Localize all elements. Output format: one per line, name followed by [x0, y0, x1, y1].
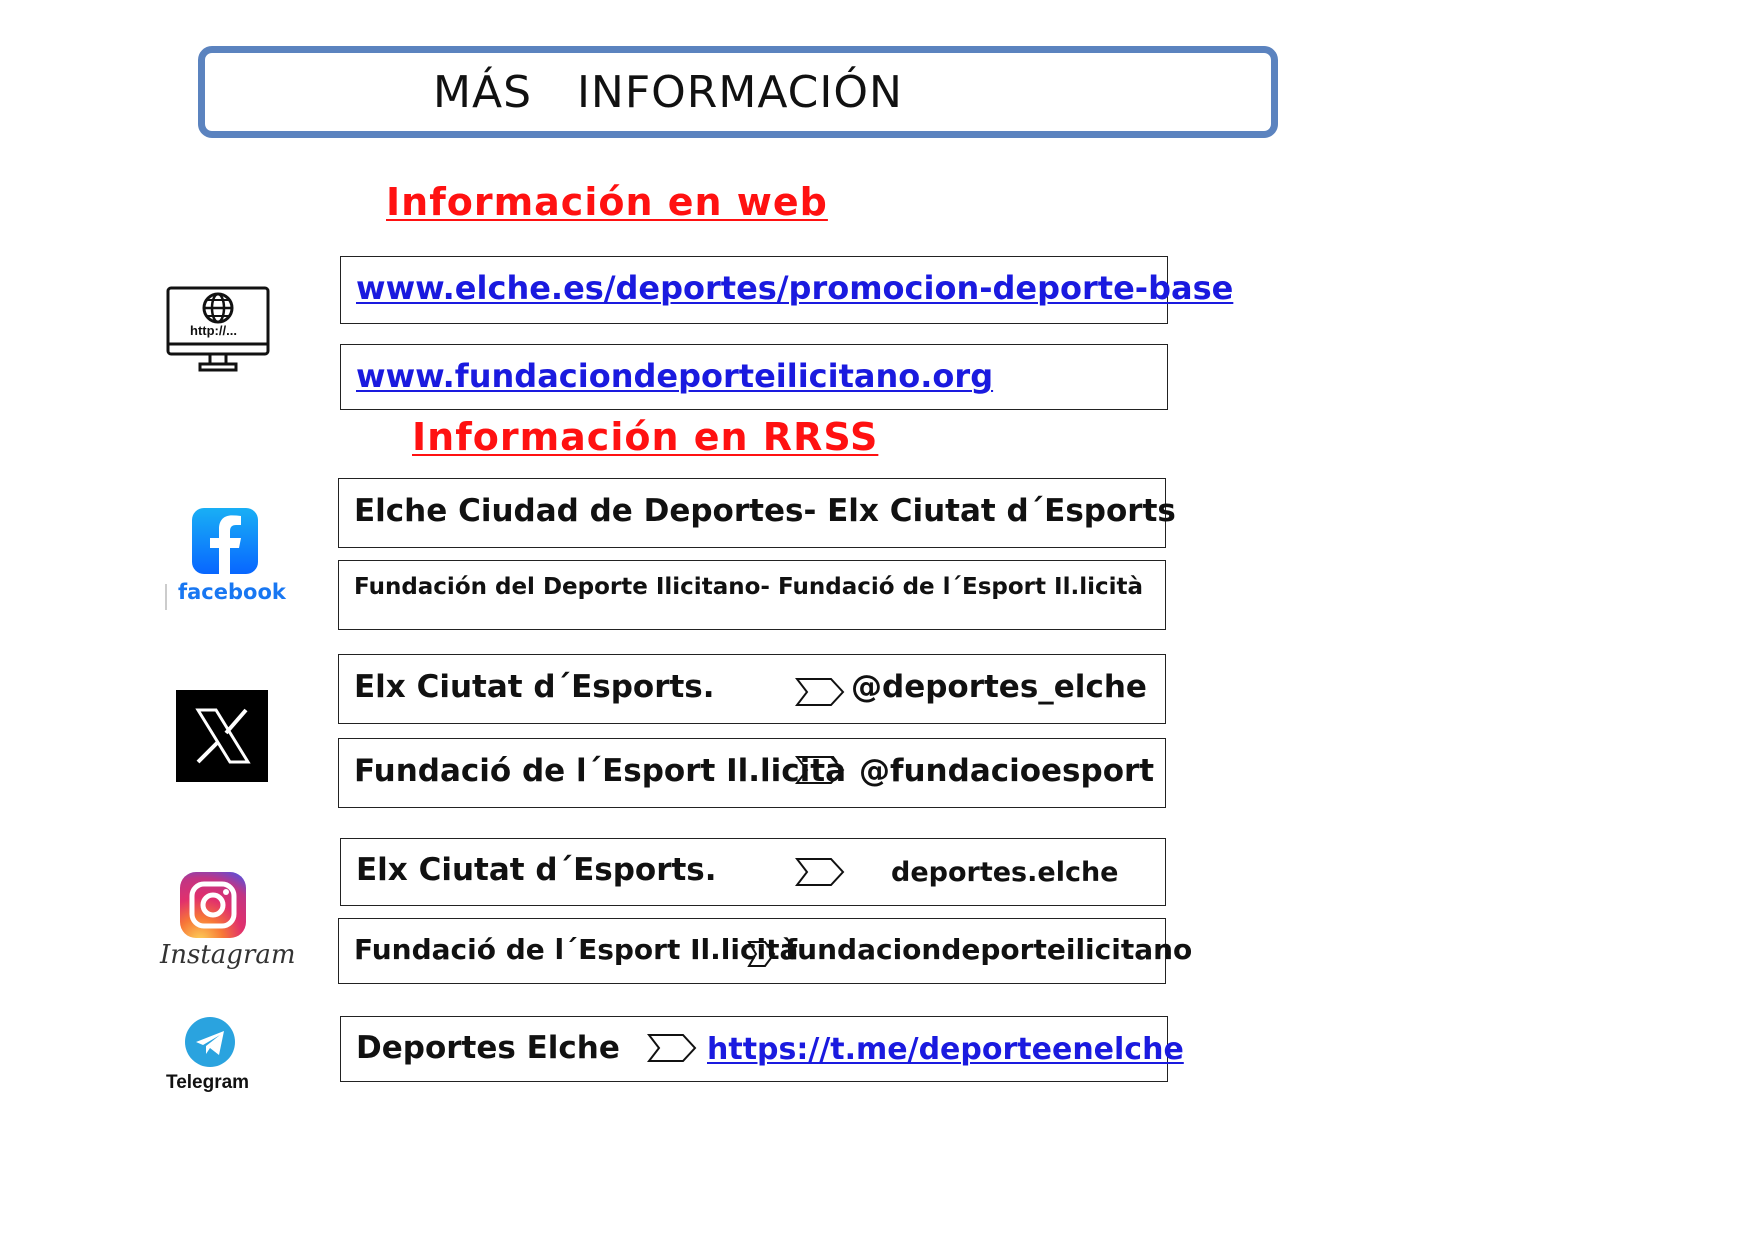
- instagram-box-1: [340, 838, 1166, 906]
- chevron-arrow-icon: [795, 755, 845, 785]
- x-box-2: [338, 738, 1166, 808]
- facebook-page-1[interactable]: Elche Ciudad de Deportes- Elx Ciutat d´Esports: [354, 493, 1176, 529]
- web-icon-text: http://...: [190, 323, 237, 338]
- facebook-icon: [164, 506, 286, 610]
- telegram-name: Deportes Elche: [356, 1030, 620, 1066]
- instagram-name-2: Fundació de l´Esport Il.licità: [354, 933, 799, 966]
- header-box: [198, 46, 1278, 138]
- facebook-page-box-1: [338, 478, 1176, 548]
- facebook-label: facebook: [178, 580, 286, 604]
- x-logo-icon: [176, 690, 268, 782]
- chevron-arrow-icon: [747, 939, 777, 969]
- telegram-box: [340, 1016, 1184, 1082]
- x-name-2: Fundació de l´Esport Il.licità: [354, 753, 847, 789]
- page-title: MÁS INFORMACIÓN: [433, 67, 903, 118]
- facebook-page-box-2: [338, 560, 1166, 630]
- web-link-fundacion[interactable]: www.fundaciondeporteilicitano.org: [356, 357, 994, 395]
- instagram-box-2: [338, 918, 1193, 984]
- x-box-1: [338, 654, 1166, 724]
- instagram-name-1: Elx Ciutat d´Esports.: [356, 852, 717, 888]
- chevron-arrow-icon: [795, 677, 845, 707]
- telegram-link[interactable]: https://t.me/deporteenelche: [707, 1032, 1184, 1067]
- web-link-elche[interactable]: www.elche.es/deportes/promocion-deporte-base: [356, 269, 1234, 307]
- chevron-arrow-icon: [647, 1033, 697, 1063]
- instagram-handle-2[interactable]: fundaciondeporteilicitano: [785, 933, 1193, 966]
- web-link-box-1: [340, 256, 1234, 324]
- instagram-icon: [158, 870, 296, 980]
- section-title-rrss: Información en RRSS: [412, 415, 879, 459]
- telegram-icon: [164, 1016, 264, 1106]
- x-name-1: Elx Ciutat d´Esports.: [354, 669, 715, 705]
- telegram-label: Telegram: [166, 1072, 250, 1093]
- x-handle-1[interactable]: @deportes_elche: [851, 669, 1147, 705]
- section-title-web: Información en web: [386, 180, 828, 224]
- instagram-label: Instagram: [160, 940, 296, 970]
- x-handle-2[interactable]: @fundacioesport: [859, 753, 1155, 789]
- chevron-arrow-icon: [795, 857, 845, 887]
- instagram-handle-1[interactable]: deportes.elche: [891, 857, 1119, 888]
- facebook-page-2[interactable]: Fundación del Deporte Ilicitano- Fundació de l´Esport Il.licità: [354, 574, 1144, 600]
- web-link-box-2: [340, 344, 1168, 410]
- web-monitor-icon: [166, 286, 270, 376]
